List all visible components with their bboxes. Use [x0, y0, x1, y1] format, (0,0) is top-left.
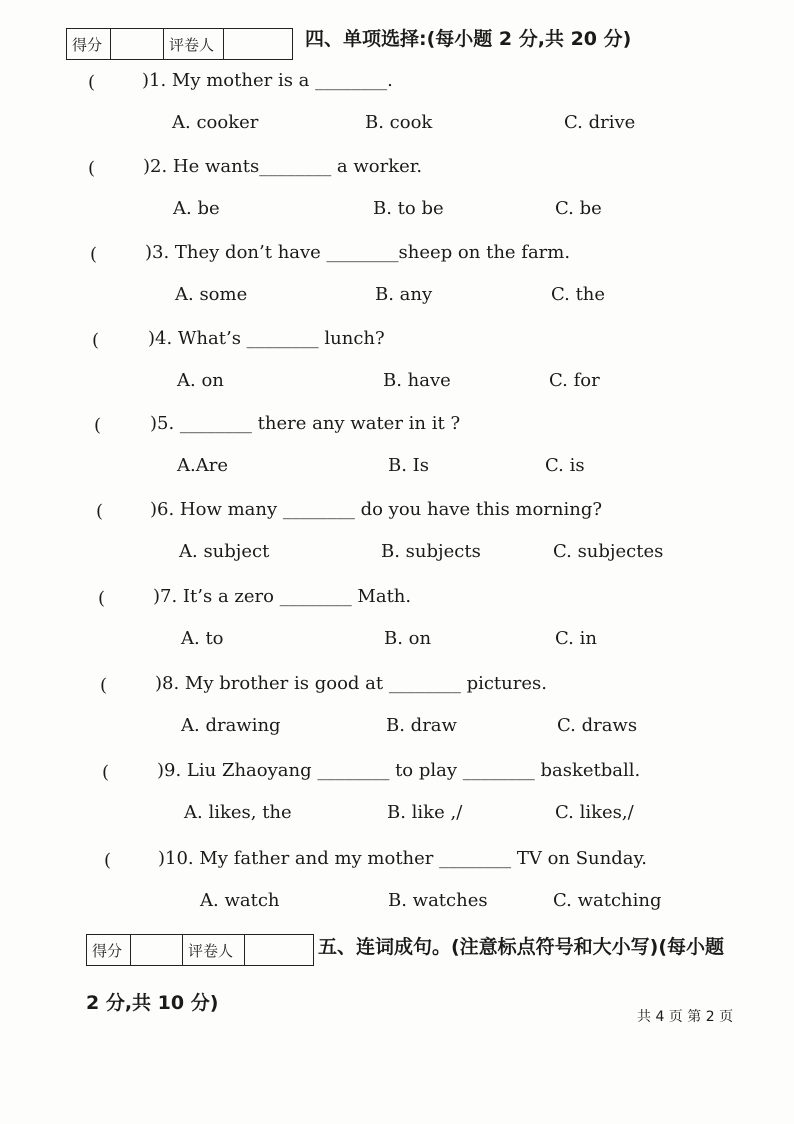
option-b: B. draw	[386, 715, 457, 736]
score-field[interactable]	[111, 29, 164, 59]
option-b: B. to be	[373, 198, 444, 219]
answer-paren[interactable]: (	[100, 675, 108, 696]
option-c: C. be	[555, 198, 602, 219]
question-text: )2. He wants________ a worker.	[143, 156, 423, 177]
grader-field[interactable]	[224, 29, 292, 59]
option-b: B. on	[384, 628, 432, 649]
option-a: A. on	[177, 370, 224, 391]
option-c: C. for	[549, 370, 600, 391]
option-c: C. draws	[557, 715, 638, 736]
answer-paren[interactable]: (	[94, 415, 102, 436]
option-b: B. watches	[388, 890, 488, 911]
question-text: )5. ________ there any water in it ?	[150, 413, 461, 434]
question-text: )6. How many ________ do you have this morning?	[150, 499, 603, 520]
question-text: )4. What’s ________ lunch?	[148, 328, 385, 349]
answer-paren[interactable]: (	[90, 244, 98, 265]
answer-paren[interactable]: (	[96, 501, 104, 522]
option-b: B. any	[375, 284, 433, 305]
option-c: C. the	[551, 284, 606, 305]
section5-score-box	[86, 934, 314, 966]
question-text: )8. My brother is good at ________ pictures.	[155, 673, 547, 694]
answer-paren[interactable]: (	[102, 762, 110, 783]
option-c: C. subjectes	[553, 541, 664, 562]
score-field[interactable]	[131, 935, 183, 965]
option-c: C. is	[545, 455, 585, 476]
option-a: A. drawing	[181, 715, 281, 736]
option-c: C. drive	[564, 112, 636, 133]
section5-title-line2: 2 分,共 10 分)	[86, 992, 219, 1014]
page-footer: 共 4 页 第 2 页	[637, 1009, 734, 1025]
grader-label: 评卷人	[164, 29, 224, 59]
answer-paren[interactable]: (	[92, 330, 100, 351]
option-b: B. subjects	[381, 541, 481, 562]
option-a: A.Are	[177, 455, 228, 476]
option-c: C. watching	[553, 890, 662, 911]
score-label: 得分	[67, 29, 111, 59]
answer-paren[interactable]: (	[98, 588, 106, 609]
answer-paren[interactable]: (	[88, 158, 96, 179]
answer-paren[interactable]: (	[104, 850, 112, 871]
question-text: )1. My mother is a ________.	[142, 70, 393, 91]
section5-title-line1: 五、连词成句。(注意标点符号和大小写)(每小题	[318, 936, 725, 958]
option-a: A. subject	[179, 541, 270, 562]
option-b: B. have	[383, 370, 451, 391]
score-label: 得分	[87, 935, 131, 965]
answer-paren[interactable]: (	[88, 72, 96, 93]
option-a: A. likes, the	[184, 802, 292, 823]
question-text: )9. Liu Zhaoyang ________ to play ________ basketball.	[157, 760, 641, 781]
question-text: )7. It’s a zero ________ Math.	[153, 586, 412, 607]
section4-score-box	[66, 28, 293, 60]
question-text: )3. They don’t have ________sheep on the farm.	[145, 242, 571, 263]
option-b: B. cook	[365, 112, 433, 133]
question-text: )10. My father and my mother ________ TV on Sunday.	[158, 848, 647, 869]
section4-title: 四、单项选择:(每小题 2 分,共 20 分)	[305, 28, 632, 50]
option-c: C. likes,/	[555, 802, 634, 823]
option-b: B. like ,/	[387, 802, 463, 823]
grader-label: 评卷人	[183, 935, 245, 965]
option-a: A. to	[181, 628, 224, 649]
option-a: A. watch	[200, 890, 280, 911]
option-a: A. cooker	[172, 112, 259, 133]
option-b: B. Is	[388, 455, 430, 476]
option-a: A. some	[175, 284, 248, 305]
option-c: C. in	[555, 628, 597, 649]
grader-field[interactable]	[245, 935, 313, 965]
option-a: A. be	[173, 198, 220, 219]
